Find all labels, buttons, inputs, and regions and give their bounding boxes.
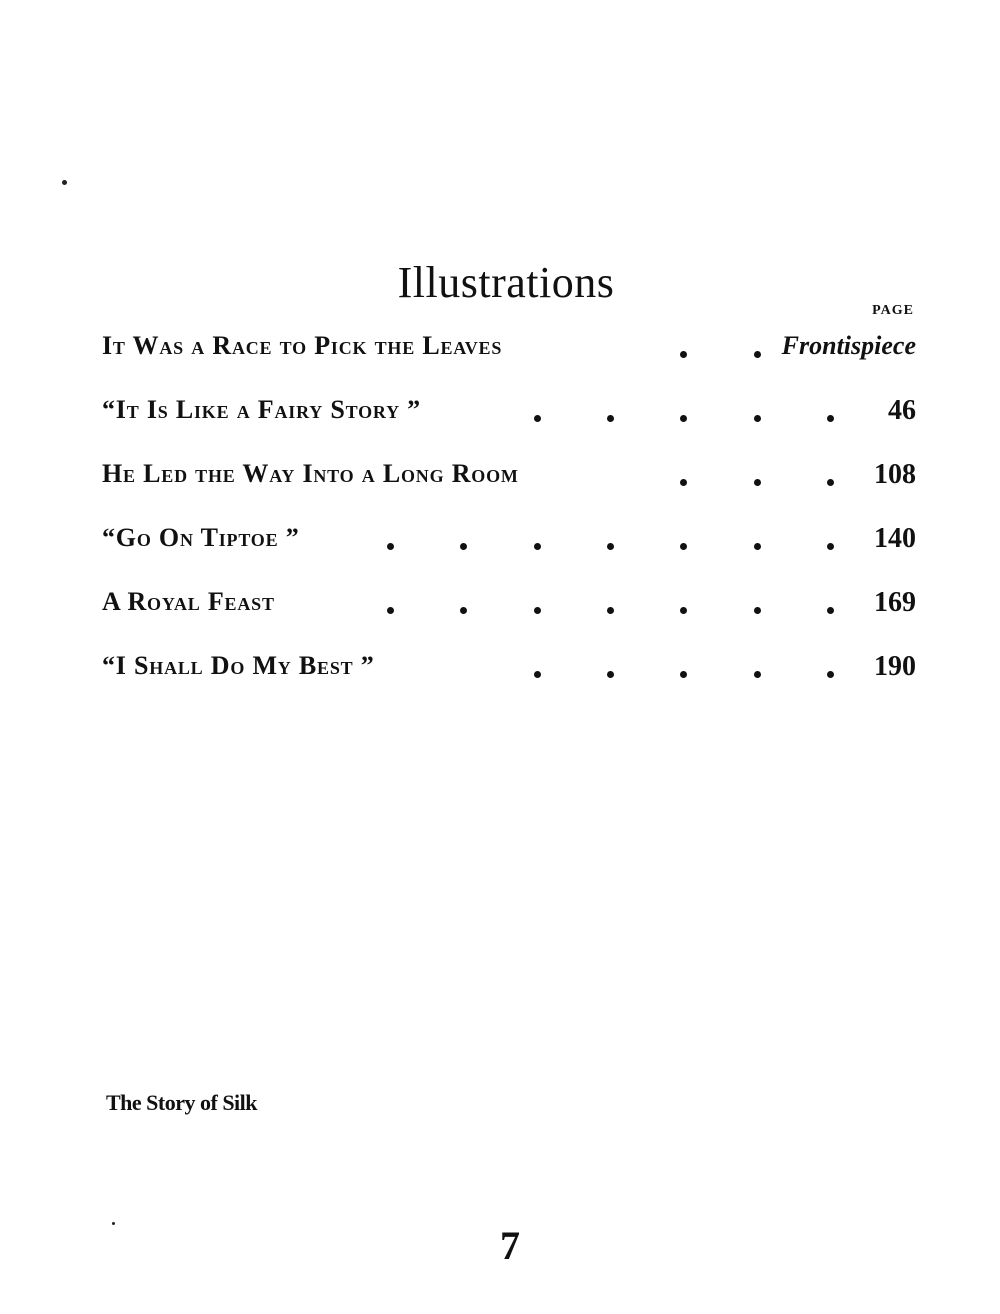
leader-dot bbox=[680, 351, 687, 358]
leader-dot bbox=[607, 543, 614, 550]
illustration-title: He Led the Way Into a Long Room bbox=[102, 459, 519, 488]
leader-dot bbox=[460, 543, 467, 550]
leader-dot bbox=[680, 479, 687, 486]
illustration-page: Frontispiece bbox=[781, 331, 916, 360]
leader-dot bbox=[827, 415, 834, 422]
illustration-title: It Was a Race to Pick the Leaves bbox=[102, 331, 503, 360]
leader-dot bbox=[754, 607, 761, 614]
leader-dot bbox=[607, 415, 614, 422]
leader-dot bbox=[680, 415, 687, 422]
illustration-title: “It Is Like a Fairy Story ” bbox=[102, 395, 421, 424]
list-item bbox=[102, 453, 916, 517]
leader-dot bbox=[387, 607, 394, 614]
dot-leader bbox=[102, 645, 916, 709]
list-item bbox=[102, 581, 916, 645]
list-item bbox=[102, 645, 916, 709]
leader-dot bbox=[827, 479, 834, 486]
leader-dot bbox=[754, 543, 761, 550]
illustration-title: “I Shall Do My Best ” bbox=[102, 651, 375, 680]
leader-dot bbox=[534, 671, 541, 678]
leader-dot bbox=[680, 543, 687, 550]
list-item bbox=[102, 325, 916, 389]
leader-dot bbox=[534, 415, 541, 422]
leader-dot bbox=[387, 543, 394, 550]
page-number: 7 bbox=[500, 1223, 520, 1268]
leader-dot bbox=[754, 479, 761, 486]
illustration-title: A Royal Feast bbox=[102, 587, 275, 616]
illustration-page: 169 bbox=[874, 587, 916, 618]
leader-dot bbox=[607, 607, 614, 614]
illustration-page: 46 bbox=[888, 395, 916, 426]
leader-dot bbox=[827, 607, 834, 614]
leader-dot bbox=[680, 607, 687, 614]
dot-leader bbox=[102, 389, 916, 453]
illustration-page: 108 bbox=[874, 459, 916, 490]
illustrations-list bbox=[102, 325, 916, 709]
dot-leader bbox=[102, 581, 916, 645]
leader-dot bbox=[827, 671, 834, 678]
illustration-page: 190 bbox=[874, 651, 916, 682]
leader-dot bbox=[754, 671, 761, 678]
scan-speck bbox=[62, 180, 67, 185]
leader-dot bbox=[827, 543, 834, 550]
leader-dot bbox=[607, 671, 614, 678]
leader-dot bbox=[534, 607, 541, 614]
illustration-title: “Go On Tiptoe ” bbox=[102, 523, 300, 552]
leader-dot bbox=[534, 543, 541, 550]
dot-leader bbox=[102, 453, 916, 517]
leader-dot bbox=[754, 351, 761, 358]
page-title: Illustrations bbox=[397, 258, 615, 308]
illustration-page: 140 bbox=[874, 523, 916, 554]
book-title-footer: The Story of Silk bbox=[106, 1090, 258, 1115]
scan-speck bbox=[112, 1222, 115, 1225]
leader-dot bbox=[680, 671, 687, 678]
leader-dot bbox=[460, 607, 467, 614]
list-item bbox=[102, 389, 916, 453]
dot-leader bbox=[102, 517, 916, 581]
leader-dot bbox=[754, 415, 761, 422]
list-item bbox=[102, 517, 916, 581]
page-column-header: PAGE bbox=[872, 303, 914, 318]
